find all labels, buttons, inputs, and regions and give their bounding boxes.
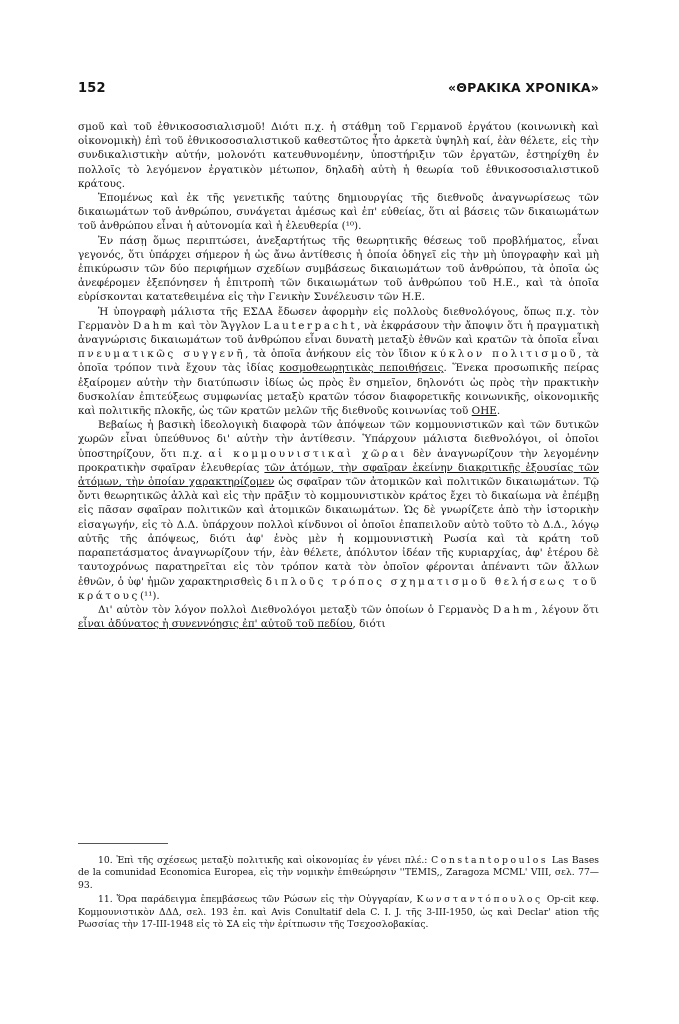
footnote-ref-10: (¹⁰). [338, 220, 362, 233]
footnote-author: Constantopoulos [431, 855, 549, 866]
spaced-emphasis: κύκλον πολιτισμοῦ [430, 348, 579, 361]
page-number: 152 [78, 81, 106, 96]
footnote-10-text: 10. Ἐπὶ τῆς σχέσεως μεταξὺ πολιτικῆς καὶ οἰκονομίας ἐν γένει πλέ.: [98, 855, 432, 866]
footnote-10-text: Las Bases de la comunidad Economica Europea, εἰς τὴν νομικὴν ἐπιθεώρησιν ''TEMIS,, Zaragoza MCML' VIII, σελ. 77—93. [78, 855, 600, 891]
spaced-emphasis: διπλοῦς τρόπος σχηματισμοῦ θελήσεως τοῦ κράτους [78, 575, 599, 602]
paragraph-6-text: , διότι [352, 618, 386, 631]
paragraph-4-text: , νὰ ἐκφράσουν τὴν ἄποψιν ὅτι ἡ πραγματικὴ ἀναγνώρισις δικαιωμάτων τοῦ ἀνθρώπου εἶναι δυνατὴ μεταξὺ ἐθνῶν καὶ κρατῶν τὰ ὁποῖα εἶναι [78, 319, 599, 347]
paragraph-4-text: καὶ τὸν Ἄγγλον [174, 319, 264, 332]
underlined-text: εἶναι ἀδύνατος ἡ συνεννόησις ἐπ' αὐτοῦ τοῦ πεδίου [78, 618, 353, 631]
paragraph-4-text: , τὰ ὁποῖα ἀνήκουν εἰς τὸν ἴδιον [245, 348, 431, 361]
footnotes [78, 855, 599, 933]
spaced-emphasis: πνευματικῶς συγγενῆ [78, 348, 246, 361]
paragraph-4-text: . Ἕνεκα προσωπικῆς πείρας ἐξαίρομεν αὐτὴν τὴν διατύπωσιν ἰδίως ὡς πρὸς ἓν σημεῖον, δηλονότι ὡς πρὸς τὴν πρακτικὴν δυσκολίαν ἐπιτεύξεως συμφωνίας μεταξὺ κρατῶν τόσον διαφορετικῆς κοινωνικῆς, οἰκονομικῆς καὶ πολιτικῆς πλοκῆς, ὡς τῶν κρατῶν μελῶν τῆς διεθνοῦς κοινωνίας τοῦ [78, 362, 599, 418]
paragraph-6-text: , λέγουν ὅτι [534, 603, 599, 616]
footnote-ref-11: (¹¹). [139, 589, 160, 602]
paragraph-5-text: ὡς σφαῖραν τῶν ἀτομικῶν καὶ πολιτικῶν δικαιωμάτων. Τῷ ὄντι θεωρητικῶς ἀλλὰ καὶ εἰς τὴν πρᾶξιν τὸ κομμουνιστικὸν κράτος ἔχει τὸ δικαίωμα νὰ ἐπέμβῃ εἰς πᾶσαν σφαῖραν πολιτικῶν καὶ ἀτομικῶν δικαιωμάτων. Ὡς δὲ γνωρίζετε ἀπὸ τὴν ἱστορικὴν εἰσαγωγήν, εἰς τὸ Δ.Δ. ὑπάρχουν πολλοὶ κίνδυνοι οἱ ὁποῖοι ἐπαπειλοῦν αὐτὸ τοῦτο τὸ Δ.Δ., λόγῳ αὐτῆς τῆς ἀπόψεως, διότι ἀφ' ἑνὸς μὲν ἡ κομμουνιστικὴ Ρωσία καὶ τὰ κράτη τοῦ παραπετάσματος ἀναγνωρίζουν τήν, ἐὰν θέλετε, ἀπόλυτον ἰδέαν τῆς κυριαρχίας, ἀφ' ἑτέρου δὲ ταυτοχρόνως παρατηρεῖται εἰς τὸν τρόπον κατὰ τὸν ὁποῖον φέρονται ἀπέναντι τῶν ἄλλων ἐθνῶν, ὁ ὑφ' ἡμῶν χαρακτηρισθεὶς [78, 476, 599, 588]
footnote-11 [78, 894, 599, 931]
paragraph-5-text: Βεβαίως ἡ βασικὴ ἰδεολογικὴ διαφορὰ τῶν ἀπόψεων τῶν κομμουνιστικῶν καὶ τῶν δυτικῶν χωρῶν εἶναι ὑπεύθυνος δι' αὐτὴν τὴν ἀντίθεσιν. Ὑπάρχουν μάλιστα διεθνολόγοι, οἱ ὁποῖοι ὑποστηρίζουν, ὅτι π.χ. [78, 419, 599, 460]
footnote-11-text: 11. Ὅρα παράδειγμα ἐπεμβάσεως τῶν Ρώσων εἰς τὴν Οὐγγαρίαν, [98, 894, 417, 906]
paragraph-6 [78, 603, 599, 631]
name-lauterpacht: Lauterpacht [263, 319, 358, 332]
paragraph-5 [78, 418, 599, 603]
paragraph-2-text: Ἑπομένως καὶ ἐκ τῆς γενετικῆς ταύτης δημιουργίας τῆς διεθνοῦς ἀναγνωρίσεως τῶν δικαιωμάτων τοῦ ἀνθρώπου, συνάγεται ἀμέσως καὶ ἐπ' εὐθείας, ὅτι αἱ βάσεις τῶν δικαιωμάτων τοῦ ἀνθρώπου εἶναι ἡ αὐτονομία καὶ ἡ ἐλευθερία [78, 192, 599, 233]
paragraph-2 [78, 191, 599, 234]
footnote-11-text: Op-cit κεφ. Κομμουνιστικὸν ΔΔΔ, σελ. 193 ἐπ. καὶ Avis Conultatif dela C. I. J. τῆς 3-III-1950, ὡς καὶ Declar' ation τῆς Ρωσσίας τὴν 17-III-1948 εἰς τὸ ΣΑ εἰς τὴν ἐρίτπωσιν τῆς Τσεχοσλοβακίας. [78, 894, 599, 931]
paragraph-4 [78, 305, 599, 419]
paragraph-4-text: Ἡ ὑπογραφὴ μάλιστα τῆς ΕΣΔΑ ἔδωσεν ἀφορμὴν εἰς πολλοὺς διεθνολόγους, ὅπως π.χ. τὸν Γερμανὸν [78, 305, 599, 332]
name-dahm: Dahm [492, 603, 535, 616]
paragraph-3 [78, 234, 599, 305]
paragraph-4-text: , τὰ ὁποῖα τρόπον τινὰ ἔχουν τὰς ἰδίας [78, 348, 599, 375]
paragraph-5-text: δὲν ἀναγνωρίζουν τὴν λεγομένην προκρατικὴν σφαῖραν ἐλευθερίας [78, 447, 599, 474]
footnote-author: Κωνσταντόπουλος [416, 894, 543, 906]
page-header [78, 80, 599, 96]
underlined-text: ΟΗΕ [471, 405, 497, 418]
main-text [78, 120, 599, 631]
paragraph-4-text: . [496, 405, 501, 418]
running-title: «ΘΡΑΚΙΚΑ ΧΡΟΝΙΚΑ» [448, 80, 599, 95]
underlined-text: κοσμοθεωρητικὰς πεποιθήσεις [279, 362, 444, 375]
footnote-divider [78, 843, 168, 844]
paragraph-3-text: Ἐν πάσῃ ὅμως περιπτώσει, ἀνεξαρτήτως τῆς θεωρητικῆς θέσεως τοῦ προβλήματος, εἶναι γεγονός, ὅτι ὑπάρχει σήμερον ἡ ὡς ἄνω ἀντίθεσις ἡ ὁποία ὁδηγεῖ εἰς τὴν μὴ ὑπογραφὴν καὶ μὴ ἐπικύρωσιν τῶν δύο περιφήμων σχεδίων συμβάσεως δικαιωμάτων τοῦ ἀνθρώπου, τὰ ὁποῖα ὡς ἀνεφέρομεν ἐξεπόνησεν ἡ ἐπιτροπὴ τῶν δικαιωμάτων τοῦ ἀνθρώπου τοῦ Η.Ε., καὶ τὰ ὁποῖα εὑρίσκονται κατατεθειμένα εἰς τὴν Γενικὴν Συνέλευσιν τῶν Η.Ε. [78, 234, 599, 304]
spaced-emphasis: αἱ κομμουνιστικαὶ χῶραι [208, 447, 407, 460]
underlined-text: τῶν ἀτόμων, τὴν σφαῖραν ἐκείνην διακριτικῆς ἐξουσίας τῶν ἀτόμων, τὴν ὁποίαν χαρακτηρίζομεν [78, 461, 599, 489]
paragraph-6-text: Δι' αὐτὸν τὸν λόγον πολλοὶ Διεθνολόγοι μεταξὺ τῶν ὁποίων ὁ Γερμανὸς [98, 603, 493, 616]
footnote-10 [78, 855, 599, 892]
paragraph-1 [78, 120, 599, 191]
paragraph-1-text: σμοῦ καὶ τοῦ ἐθνικοσοσιαλισμοῦ! Διότι π.χ. ἡ στάθμη τοῦ Γερμανοῦ ἐργάτου (κοινωνικὴ καὶ οἰκονομικὴ) ἐπὶ τοῦ ἐθνικοσοσιαλιστικοῦ καθεστῶτος ἦτο ἀρκετὰ ὑψηλὴ καί, ἐὰν θέλετε, εἰς τὴν συνδικαλιστικὴν αὐτήν, μολονότι κατευθυνομένην, ὑποστήριξιν τῶν ἐργατῶν, ἐστηρίχθη ἐν πολλοῖς τὸ λεγόμενον ἐργατικὸν μέτωπον, δηλαδὴ αὐτὴ ἡ θεωρία τοῦ ἐθνικοσοσιαλιστικοῦ κράτους. [78, 121, 599, 190]
name-dahm: Dahm [132, 319, 175, 332]
